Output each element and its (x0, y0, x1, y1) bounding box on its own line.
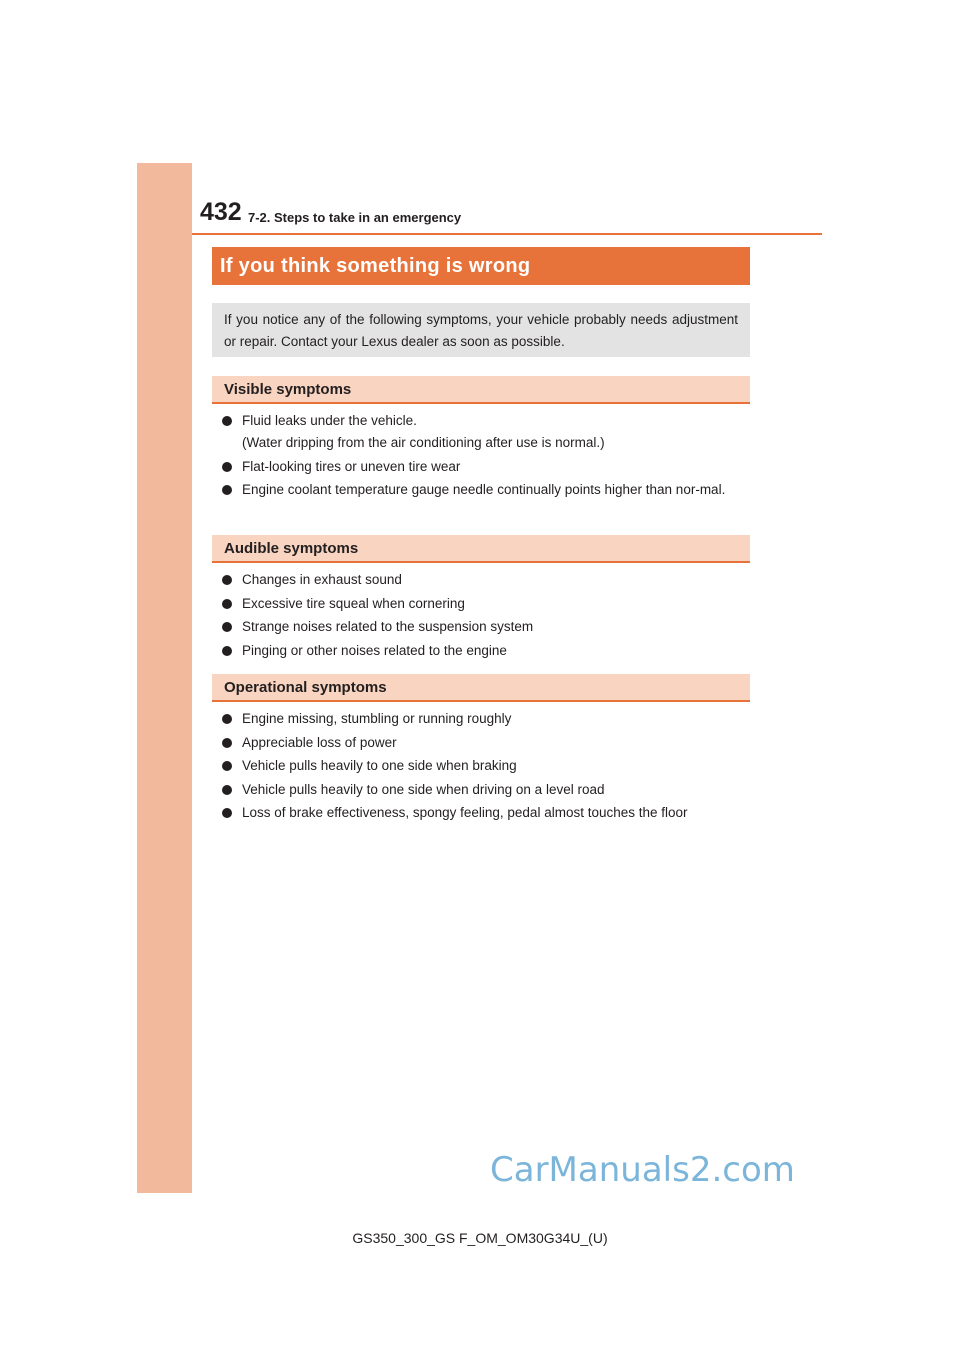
list-item-text: Appreciable loss of power (242, 734, 397, 750)
intro-box: If you notice any of the following symptoms, your vehicle probably needs adjustment or repair. Contact your Lexus dealer as soon as possible. (212, 303, 750, 357)
bullet-icon (222, 808, 232, 818)
bullet-icon (222, 646, 232, 656)
list-item (222, 640, 750, 662)
subhead-audible-symptoms (212, 535, 750, 563)
header-divider (192, 233, 822, 235)
section-label: 7-2. Steps to take in an emergency (248, 210, 462, 225)
watermark-logo: CarManuals2.com (490, 1150, 795, 1190)
list-item (222, 569, 750, 591)
list-item-text: Loss of brake effectiveness, spongy feeling, pedal almost touches the floor (242, 805, 688, 820)
list-item (222, 802, 750, 824)
page-number: 432 (200, 198, 242, 226)
list-item (222, 755, 750, 777)
list-item (222, 732, 750, 754)
subhead-label: Operational symptoms (224, 678, 387, 696)
bullet-icon (222, 462, 232, 472)
visible-symptoms-list (222, 410, 750, 503)
list-item-text: Pinging or other noises related to the engine (242, 642, 507, 658)
subhead-operational-symptoms (212, 674, 750, 702)
list-item-text: Engine coolant temperature gauge needle continually points higher than nor-mal. (242, 482, 726, 497)
chapter-side-tab (137, 163, 192, 1193)
operational-symptoms-list (222, 708, 750, 826)
subhead-label: Audible symptoms (224, 539, 359, 557)
bullet-icon (222, 622, 232, 632)
footer-document-code: GS350_300_GS F_OM_OM30G34U_(U) (352, 1230, 608, 1246)
list-item-text: Fluid leaks under the vehicle. (242, 413, 417, 428)
bullet-icon (222, 785, 232, 795)
list-item-note: (Water dripping from the air conditioning after use is normal.) (242, 435, 605, 450)
title-banner (212, 247, 750, 285)
audible-symptoms-list (222, 569, 750, 663)
bullet-icon (222, 714, 232, 724)
list-item (222, 593, 750, 615)
list-item (222, 410, 750, 454)
bullet-icon (222, 761, 232, 771)
list-item-text: Vehicle pulls heavily to one side when braking (242, 758, 517, 773)
bullet-icon (222, 485, 232, 495)
list-item-text: Flat-looking tires or uneven tire wear (242, 458, 461, 474)
subhead-label: Visible symptoms (224, 380, 352, 398)
list-item-text: Strange noises related to the suspension system (242, 619, 534, 634)
page-title: If you think something is wrong (220, 254, 531, 277)
list-item (222, 708, 750, 730)
list-item-text: Excessive tire squeal when cornering (242, 595, 465, 611)
list-item (222, 779, 750, 801)
list-item-text: Changes in exhaust sound (242, 572, 402, 587)
list-item-text: Vehicle pulls heavily to one side when driving on a level road (242, 781, 605, 797)
bullet-icon (222, 599, 232, 609)
list-item (222, 479, 750, 501)
subhead-visible-symptoms (212, 376, 750, 404)
list-item-text: Engine missing, stumbling or running roughly (242, 711, 512, 726)
list-item (222, 616, 750, 638)
bullet-icon (222, 416, 232, 426)
bullet-icon (222, 738, 232, 748)
bullet-icon (222, 575, 232, 585)
list-item (222, 456, 750, 478)
